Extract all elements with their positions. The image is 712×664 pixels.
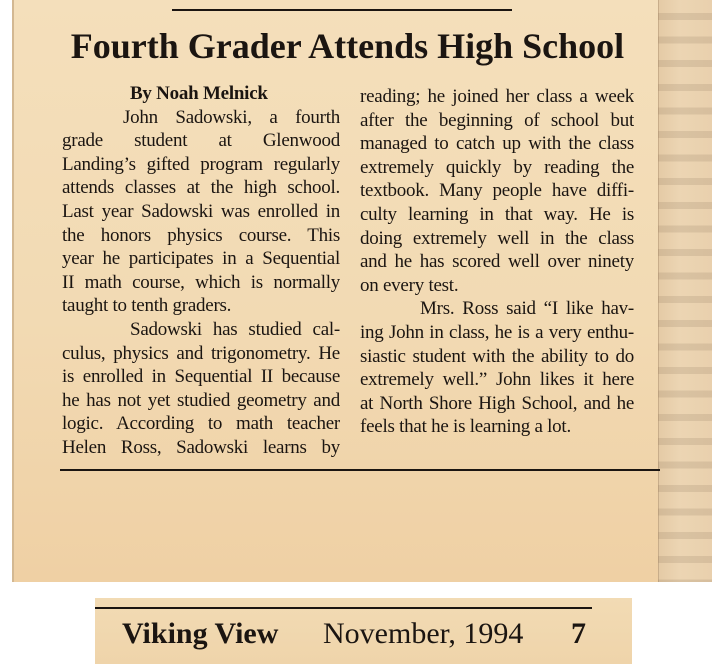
left-column-line: year he participates in a Sequential	[62, 248, 340, 270]
left-column-line: attends classes at the high school.	[62, 177, 340, 199]
right-column-line: extremely quickly by reading the	[360, 156, 634, 178]
left-column-line: logic. According to math teacher	[62, 413, 340, 435]
left-column-line: John Sadowski, a fourth	[123, 106, 340, 128]
right-column-line: doing extremely well in the class	[360, 227, 634, 249]
footer-rule	[95, 607, 592, 609]
right-column-line: extremely well.” John likes it here	[360, 369, 634, 391]
right-column-line: culty learning in that way. He is	[360, 203, 634, 225]
left-column-line: he has not yet studied geometry and	[62, 389, 340, 411]
left-column-line: Last year Sadowski was enrolled in	[62, 200, 340, 222]
right-column-line: and he has scored well over ninety	[360, 251, 634, 273]
right-column-line: feels that he is learning a lot.	[360, 416, 571, 438]
left-column-line: taught to tenth graders.	[62, 295, 232, 317]
right-column	[360, 85, 634, 439]
byline: By Noah Melnick	[130, 83, 268, 104]
left-column-line: Helen Ross, Sadowski learns by	[62, 436, 340, 458]
headline: Fourth Grader Attends High School	[70, 26, 625, 66]
left-column-line: Landing’s gifted program regularly	[62, 153, 340, 175]
issue-date: November, 1994	[323, 617, 524, 650]
right-column-line: textbook. Many people have diffi-	[360, 180, 634, 202]
right-column-line: managed to catch up with the class	[360, 133, 634, 155]
bottom-rule	[60, 469, 660, 471]
left-column-line: II math course, which is normally	[62, 271, 340, 293]
left-column	[62, 82, 340, 460]
right-column-line: Mrs. Ross said “I like hav-	[420, 298, 634, 320]
right-column-line: siastic student with the ability to do	[360, 345, 634, 367]
page-number: 7	[571, 617, 586, 650]
right-column-line: on every test.	[360, 274, 459, 296]
publication-name: Viking View	[122, 617, 279, 650]
left-column-line: is enrolled in Sequential II because	[62, 366, 340, 388]
left-column-line: grade student at Glenwood	[62, 130, 340, 152]
left-column-line: the honors physics course. This	[62, 224, 340, 246]
right-column-line: ing John in class, he is a very enthu-	[360, 321, 634, 343]
right-column-line: at North Shore High School, and he	[360, 392, 634, 414]
adjacent-column-bleed	[658, 0, 712, 582]
right-column-line: after the beginning of school but	[360, 109, 634, 131]
top-rule	[172, 9, 512, 11]
left-column-line: culus, physics and trigonometry. He	[62, 342, 340, 364]
right-column-line: reading; he joined her class a week	[360, 86, 634, 107]
left-column-line: Sadowski has studied cal-	[130, 318, 340, 340]
